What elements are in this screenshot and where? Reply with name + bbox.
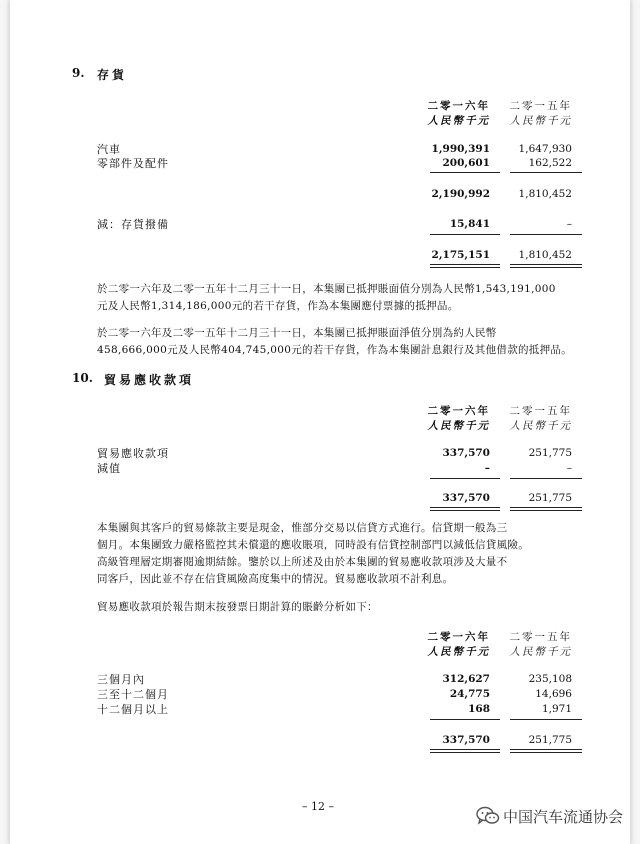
paragraph-line: 個月。本集團致力嚴格監控其未償還的應收賬項，同時設有信貸控制部門以減低信貸風險。	[97, 539, 529, 551]
receivables-row-2015: 251,775	[528, 447, 572, 459]
page-number: – 12 –	[302, 800, 334, 813]
inventory-provision-2016: 15,841	[449, 218, 490, 230]
receivables-total-2016: 337,570	[442, 492, 490, 504]
paragraph	[97, 325, 572, 359]
wechat-icon	[476, 806, 500, 830]
double-underline	[510, 264, 582, 265]
inventory-total-2015: 1,810,452	[518, 249, 572, 261]
receivables-row-2015: –	[566, 462, 572, 474]
aging-row-label: 三至十二個月	[97, 688, 169, 701]
paragraph-line: 458,666,000元及人民幣404,745,000元的若干存貨，作為本集團計息銀行及其他借款的抵押品。	[97, 344, 572, 356]
paragraph-line: 本集團與其客戶的貿易條款主要是現金，惟部分交易以信貸方式進行。信貸期一般為三	[97, 522, 508, 534]
paragraph-line: 於二零一六年及二零一五年十二月三十一日，本集團已抵押賬面值分別為人民幣1,543,191,000	[97, 283, 556, 295]
underline	[510, 478, 582, 479]
receivables-row-label: 貿易應收款項	[97, 447, 169, 460]
inventory-total-2016: 2,175,151	[431, 249, 490, 261]
double-underline	[430, 264, 500, 265]
section-9-number: 9.	[72, 66, 85, 80]
receivables-row-2016: –	[484, 462, 490, 474]
inventory-row-label: 零部件及配件	[97, 157, 169, 170]
receivables-total-2015: 251,775	[528, 492, 572, 504]
col-header-2015-year: 二零一五年	[509, 405, 572, 417]
paragraph	[97, 520, 529, 588]
aging-row-2016: 312,627	[442, 673, 490, 685]
col-header-2016-unit: 人民幣千元	[427, 646, 490, 658]
receivables-row-label: 減值	[97, 462, 121, 475]
inventory-row-2016: 1,990,391	[431, 143, 490, 155]
aging-row-2016: 24,775	[449, 688, 490, 700]
paragraph-line: 於二零一六年及二零一五年十二月三十一日，本集團已抵押賬面淨值分別為約人民幣	[97, 327, 497, 339]
inventory-row-label: 汽車	[97, 143, 121, 156]
col-header-2015-unit: 人民幣千元	[509, 646, 572, 658]
aging-total-2016: 337,570	[442, 734, 490, 746]
col-header-2015-unit: 人民幣千元	[509, 420, 572, 432]
underline	[430, 478, 500, 479]
underline	[510, 172, 582, 173]
double-underline	[510, 267, 582, 268]
double-underline	[430, 510, 500, 511]
paragraph-line: 高級管理層定期審閱逾期結餘。鑒於以上所述及由於本集團的貿易應收款項涉及大量不	[97, 556, 508, 568]
col-header-2016-year: 二零一六年	[427, 405, 490, 417]
section-10-title: 貿易應收款項	[104, 373, 195, 387]
aging-intro: 貿易應收款項於報告期末按發票日期計算的賬齡分析如下：	[97, 601, 378, 613]
double-underline	[510, 510, 582, 511]
double-underline	[430, 752, 500, 753]
paragraph-line: 元及人民幣1,314,186,000元的若干存貨，作為本集團應付票據的抵押品。	[97, 300, 459, 312]
col-header-2016-year: 二零一六年	[427, 100, 490, 112]
inventory-subtotal-2016: 2,190,992	[431, 188, 490, 200]
col-header-2016-unit: 人民幣千元	[427, 115, 490, 127]
watermark-text: 中国汽车流通协会	[503, 808, 624, 826]
double-underline	[510, 752, 582, 753]
inventory-subtotal-2015: 1,810,452	[518, 188, 572, 200]
inventory-provision-label: 減：存貨撥備	[97, 218, 169, 231]
inventory-row-2015: 162,522	[528, 157, 572, 169]
double-underline	[430, 267, 500, 268]
underline	[430, 172, 500, 173]
aging-row-2015: 1,971	[541, 703, 572, 715]
inventory-row-2015: 1,647,930	[518, 143, 572, 155]
col-header-2016-unit: 人民幣千元	[427, 420, 490, 432]
double-underline	[510, 507, 582, 508]
double-underline	[430, 507, 500, 508]
paragraph-line: 同客戶，因此並不存在信貸風險高度集中的情況。貿易應收款項不計利息。	[97, 573, 454, 585]
col-header-2016-year: 二零一六年	[427, 631, 490, 643]
col-header-2015-unit: 人民幣千元	[509, 115, 572, 127]
document-page	[10, 0, 630, 844]
aging-row-label: 十二個月以上	[97, 703, 169, 716]
double-underline	[510, 749, 582, 750]
receivables-row-2016: 337,570	[442, 447, 490, 459]
aging-row-2015: 235,108	[528, 673, 572, 685]
aging-row-2015: 14,696	[535, 688, 572, 700]
col-header-2015-year: 二零一五年	[509, 100, 572, 112]
section-9-title: 存貨	[97, 68, 128, 82]
underline	[430, 234, 500, 235]
col-header-2015-year: 二零一五年	[509, 631, 572, 643]
section-10-number: 10.	[72, 371, 93, 385]
underline	[430, 719, 500, 720]
inventory-row-2016: 200,601	[442, 157, 490, 169]
inventory-provision-2015: –	[566, 218, 572, 230]
aging-total-2015: 251,775	[528, 734, 572, 746]
aging-row-label: 三個月內	[97, 673, 145, 686]
double-underline	[430, 749, 500, 750]
underline	[510, 234, 582, 235]
paragraph	[97, 281, 556, 315]
underline	[510, 719, 582, 720]
aging-row-2016: 168	[468, 703, 490, 715]
